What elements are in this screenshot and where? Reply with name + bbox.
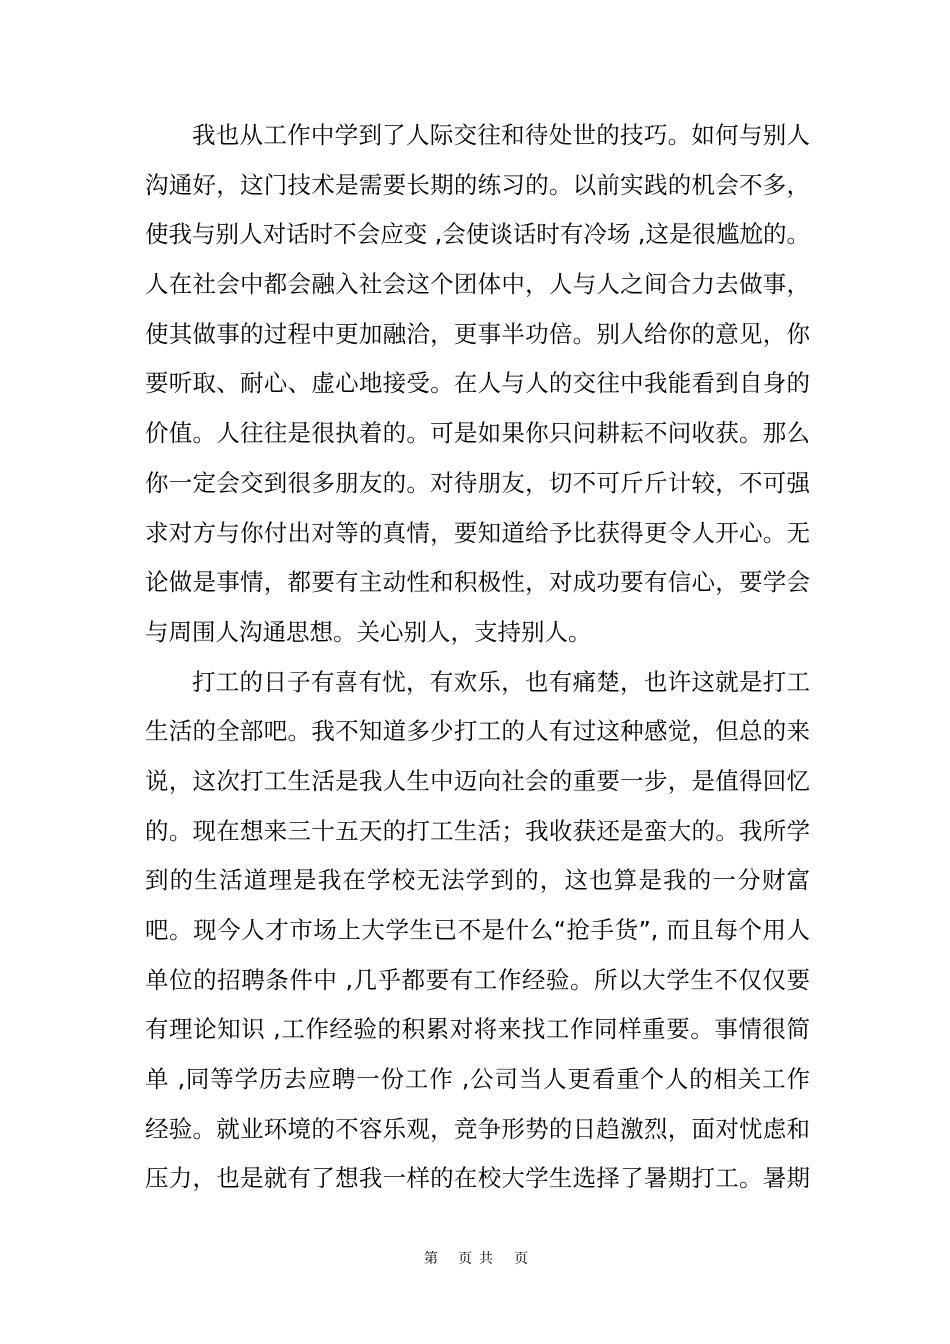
text-line: 求对方与你付出对等的真情，要知道给予比获得更令人开心。无	[145, 518, 810, 547]
text-line: 人在社会中都会融入社会这个团体中，人与人之间合力去做事，	[145, 270, 810, 299]
text-line: 说，这次打工生活是我人生中迈向社会的重要一步，是值得回忆	[145, 766, 810, 795]
page-footer	[0, 1248, 950, 1270]
text-line: 要听取、耐心、虚心地接受。在人与人的交往中我能看到自身的	[145, 369, 810, 398]
text-line: 沟通好，这门技术是需要长期的练习的。以前实践的机会不多，	[145, 170, 810, 199]
text-line: 生活的全部吧。我不知道多少打工的人有过这种感觉，但总的来	[145, 717, 810, 746]
text-line: 有理论知识 ,工作经验的积累对将来找工作同样重要。事情很简	[145, 1015, 810, 1044]
text-line: 压力，也是就有了想我一样的在校大学生选择了暑期打工。暑期	[145, 1164, 810, 1193]
text-line: 打工的日子有喜有忧，有欢乐，也有痛楚，也许这就是打工	[192, 667, 810, 696]
text-line: 的。现在想来三十五天的打工生活；我收获还是蛮大的。我所学	[145, 816, 810, 845]
document-body	[145, 111, 810, 1204]
text-line: 使我与别人对话时不会应变 ,会使谈话时有冷场 ,这是很尴尬的。	[145, 220, 810, 249]
footer-page-prefix: 第	[424, 1251, 438, 1267]
text-line: 论做是事情，都要有主动性和积极性，对成功要有信心，要学会	[145, 568, 810, 597]
text-line: 我也从工作中学到了人际交往和待处世的技巧。如何与别人	[192, 121, 810, 149]
footer-page-suffix: 页	[458, 1251, 472, 1267]
text-line: 到的生活道理是我在学校无法学到的，这也算是我的一分财富	[145, 866, 810, 895]
footer-total-prefix: 共	[479, 1251, 493, 1267]
text-line: 单位的招聘条件中 ,几乎都要有工作经验。所以大学生不仅仅要	[145, 965, 810, 994]
text-line: 吧。现今人才市场上大学生已不是什么“抢手货”, 而且每个用人	[145, 916, 810, 944]
text-line: 价值。人往往是很执着的。可是如果你只问耕耘不问收获。那么	[145, 419, 810, 448]
text-line: 经验。就业环境的不容乐观，竞争形势的日趋激烈，面对忧虑和	[145, 1114, 810, 1143]
text-line: 使其做事的过程中更加融洽，更事半功倍。别人给你的意见，你	[145, 319, 810, 348]
text-line: 单 ,同等学历去应聘一份工作 ,公司当人更看重个人的相关工作	[145, 1065, 810, 1094]
text-line: 与周围人沟通思想。关心别人，支持别人。	[145, 617, 592, 646]
text-line: 你一定会交到很多朋友的。对待朋友，切不可斤斤计较，不可强	[145, 468, 810, 497]
footer-total-suffix: 页	[514, 1251, 528, 1267]
